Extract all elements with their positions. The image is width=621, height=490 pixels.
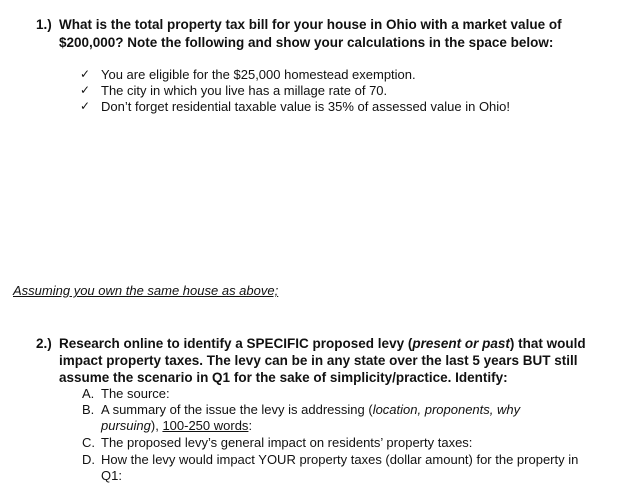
item-c-letter: C. — [82, 435, 95, 450]
item-a-letter: A. — [82, 386, 95, 401]
item-a-text: The source: — [101, 386, 170, 401]
item-b-letter: B. — [82, 402, 95, 417]
note-homestead: You are eligible for the $25,000 homestead exemption. — [101, 67, 416, 82]
question-2-line-1-text: Research online to identify a SPECIFIC proposed levy ( — [59, 336, 413, 351]
item-d-letter: D. — [82, 452, 95, 467]
item-b-text-start: A summary of the issue the levy is addressing ( — [101, 402, 373, 417]
check-icon: ✓ — [80, 67, 91, 81]
item-b-text-mid: ), — [150, 418, 163, 433]
question-2-line-3: assume the scenario in Q1 for the sake of simplicity/practice. Identify: — [59, 370, 508, 385]
item-b-text-end: : — [248, 418, 253, 433]
question-2-line-1-end: ) that would — [509, 336, 586, 351]
question-1-number: 1.) — [36, 17, 52, 32]
item-b-text — [101, 402, 551, 434]
assumption-text: Assuming you own the same house as above; — [13, 283, 279, 298]
question-2-line-2: impact property taxes. The levy can be in any state over the last 5 years BUT still — [59, 353, 578, 368]
question-1-line-2: $200,000? Note the following and show your calculations in the space below: — [59, 35, 554, 50]
note-taxable-value: Don’t forget residential taxable value is 35% of assessed value in Ohio! — [101, 99, 511, 114]
question-1-line-1: What is the total property tax bill for your house in Ohio with a market value of — [59, 17, 562, 32]
question-2-line-1 — [59, 335, 586, 352]
note-millage: The city in which you live has a millage rate of 70. — [101, 83, 388, 98]
item-b-word-count: 100-250 words — [162, 418, 249, 433]
check-icon: ✓ — [80, 83, 91, 97]
question-2-line-1-emphasis: present or past — [412, 336, 510, 351]
item-d-text: How the levy would impact YOUR property taxes (dollar amount) for the property in Q1: — [101, 452, 579, 483]
check-icon: ✓ — [80, 99, 91, 113]
question-2-number: 2.) — [36, 336, 52, 351]
item-c-text: The proposed levy’s general impact on residents’ property taxes: — [101, 435, 473, 450]
item-b-text-italic: location, proponents, why pursuing — [101, 402, 521, 433]
